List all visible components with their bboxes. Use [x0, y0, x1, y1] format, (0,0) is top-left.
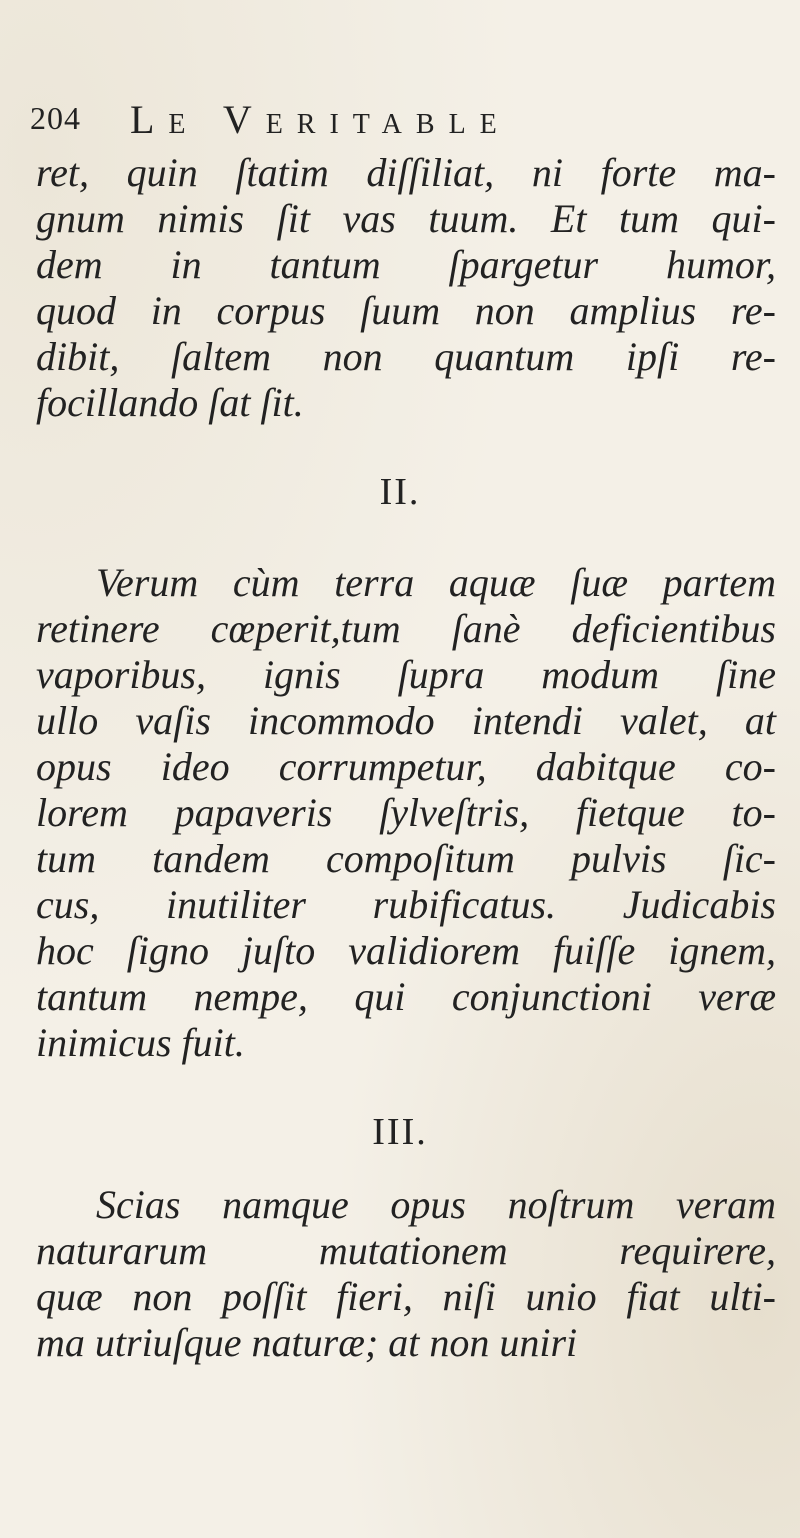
text-line: quæ non poſſit fieri, niſi unio fiat ulti-	[36, 1274, 776, 1319]
text-line: hoc ſigno juſto validiorem fuiſſe ignem,	[36, 928, 776, 973]
text-line: ret, quin ſtatim diſſiliat, ni forte ma-	[36, 150, 776, 195]
section-3-text	[36, 1182, 776, 1366]
text-line: gnum nimis ſit vas tuum. Et tum qui-	[36, 196, 776, 241]
text-line: Verum cùm terra aquæ ſuæ partem	[96, 560, 776, 605]
page-header	[30, 92, 790, 142]
text-line: tantum nempe, qui conjunctioni veræ	[36, 974, 776, 1019]
text-line: naturarum mutationem requirere,	[36, 1228, 776, 1273]
text-line: dibit, ſaltem non quantum ipſi re-	[36, 334, 776, 379]
section-2-text	[36, 560, 776, 1066]
text-line: dem in tantum ſpargetur humor,	[36, 242, 776, 287]
text-line: inimicus fuit.	[36, 1020, 245, 1065]
text-line: tum tandem compoſitum pulvis ſic-	[36, 836, 776, 881]
text-line: focillando ſat ſit.	[36, 380, 304, 425]
text-line: opus ideo corrumpetur, dabitque co-	[36, 744, 776, 789]
page-number: 204	[30, 100, 81, 136]
text-line: retinere cœperit,tum ſanè deficientibus	[36, 606, 776, 651]
text-line: cus, inutiliter rubificatus. Judicabis	[36, 882, 776, 927]
text-line: ullo vaſis incommodo intendi valet, at	[36, 698, 776, 743]
text-line: vaporibus, ignis ſupra modum ſine	[36, 652, 776, 697]
text-line: Scias namque opus noſtrum veram	[96, 1182, 776, 1227]
text-line: quod in corpus ſuum non amplius re-	[36, 288, 776, 333]
running-head: Le Veritable	[130, 97, 511, 142]
text-line: lorem papaveris ſylveſtris, fietque to-	[36, 790, 776, 835]
text-line: ma utriuſque naturæ; at non uniri	[36, 1320, 578, 1365]
section-number-2: II.	[379, 471, 421, 513]
paragraph-1	[36, 150, 776, 426]
section-number-3: III.	[372, 1111, 428, 1153]
